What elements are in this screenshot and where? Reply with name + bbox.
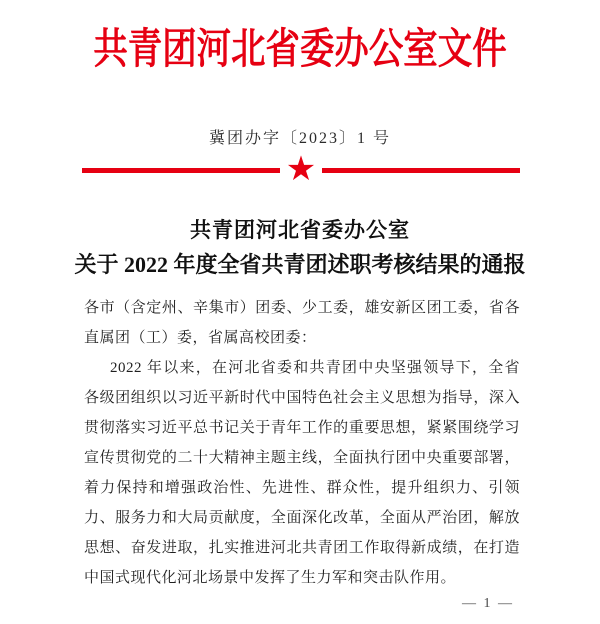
paragraph-line: 着力保持和增强政治性、先进性、群众性，提升组织力、引领	[84, 480, 520, 496]
star-icon: ★	[285, 151, 317, 188]
page-footer	[0, 595, 600, 613]
paragraph-line: 中国式现代化河北场景中发挥了生力军和突击队作用。	[84, 570, 457, 586]
document-number: 冀团办字〔2023〕1 号	[208, 130, 391, 147]
salutation-line: 各市（含定州、辛集市）团委、少工委，雄安新区团工委，省各	[84, 300, 520, 316]
divider-bar-left	[82, 168, 280, 173]
paragraph-line: 思想、奋发进取，扎实推进河北共青团工作取得新成绩，在打造	[84, 540, 520, 556]
document-title-line1: 共青团河北省委办公室	[190, 218, 410, 242]
red-header-title: 共青团河北省委办公室文件	[93, 27, 507, 73]
paragraph-line: 力、服务力和大局贡献度，全面深化改革，全面从严治团，解放	[84, 510, 520, 526]
divider-bar-right	[322, 168, 520, 173]
paragraph-line: 宣传贯彻党的二十大精神主题主线，全面执行团中央重要部署，	[84, 450, 520, 466]
page-number: — 1 —	[462, 596, 514, 611]
red-divider	[82, 153, 520, 187]
salutation-line: 直属团（工）委，省属高校团委：	[84, 330, 317, 346]
document-title-line2: 关于 2022 年度全省共青团述职考核结果的通报	[74, 252, 526, 277]
paragraph-line: 各级团组织以习近平新时代中国特色社会主义思想为指导，深入	[84, 390, 520, 406]
paragraph-line: 2022 年以来，在河北省委和共青团中央坚强领导下，全省	[110, 360, 520, 376]
document-title	[0, 213, 600, 283]
paragraph-line: 贯彻落实习近平总书记关于青年工作的重要思想，紧紧围绕学习	[84, 420, 520, 436]
document-body	[84, 293, 520, 593]
